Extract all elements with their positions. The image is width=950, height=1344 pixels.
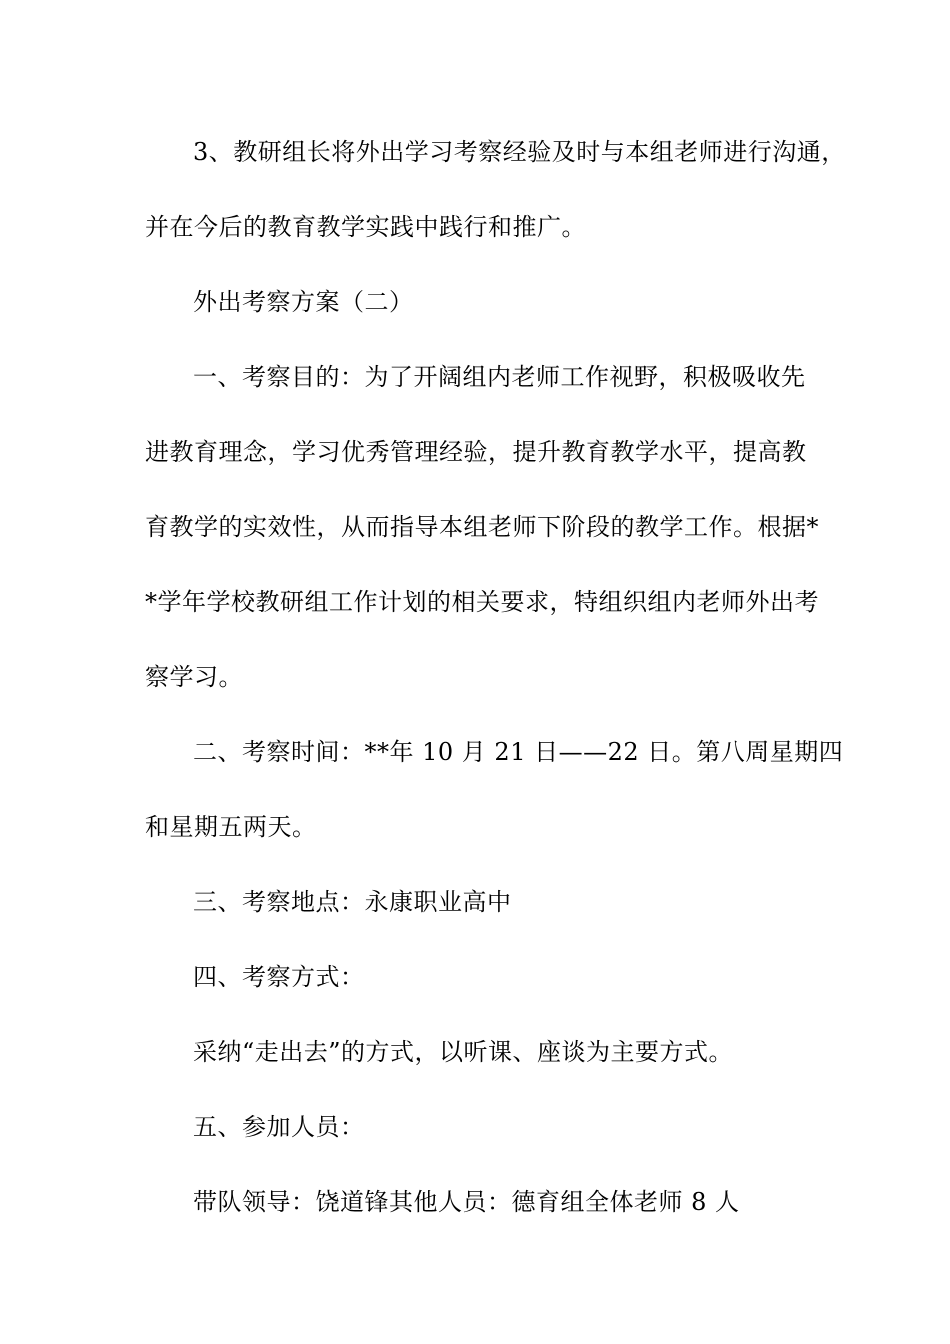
paragraph-line: 带队领导：饶道锋其他人员：德育组全体老师 8 人 [193, 1188, 740, 1216]
paragraph-line: 一、考察目的：为了开阔组内老师工作视野，积极吸收先 [193, 363, 806, 391]
paragraph-line: 四、考察方式： [193, 963, 365, 991]
paragraph-line: 五、参加人员： [193, 1113, 365, 1141]
paragraph-line: 采纳“走出去”的方式，以听课、座谈为主要方式。 [193, 1038, 734, 1066]
paragraph-line: 并在今后的教育教学实践中践行和推广。 [145, 213, 586, 241]
paragraph-line: 育教学的实效性，从而指导本组老师下阶段的教学工作。根据* [145, 513, 819, 541]
paragraph-line: 3、教研组长将外出学习考察经验及时与本组老师进行沟通， [193, 138, 846, 166]
paragraph-line: 察学习。 [145, 663, 243, 691]
paragraph-line: 三、考察地点：永康职业高中 [193, 888, 512, 916]
section-heading: 外出考察方案（二） [193, 288, 414, 316]
paragraph-line: 和星期五两天。 [145, 813, 317, 841]
paragraph-line: *学年学校教研组工作计划的相关要求，特组织组内老师外出考 [145, 588, 819, 616]
paragraph-line: 进教育理念，学习优秀管理经验，提升教育教学水平，提高教 [145, 438, 807, 466]
paragraph-line: 二、考察时间：**年 10 月 21 日——22 日。第八周星期四 [193, 738, 844, 766]
